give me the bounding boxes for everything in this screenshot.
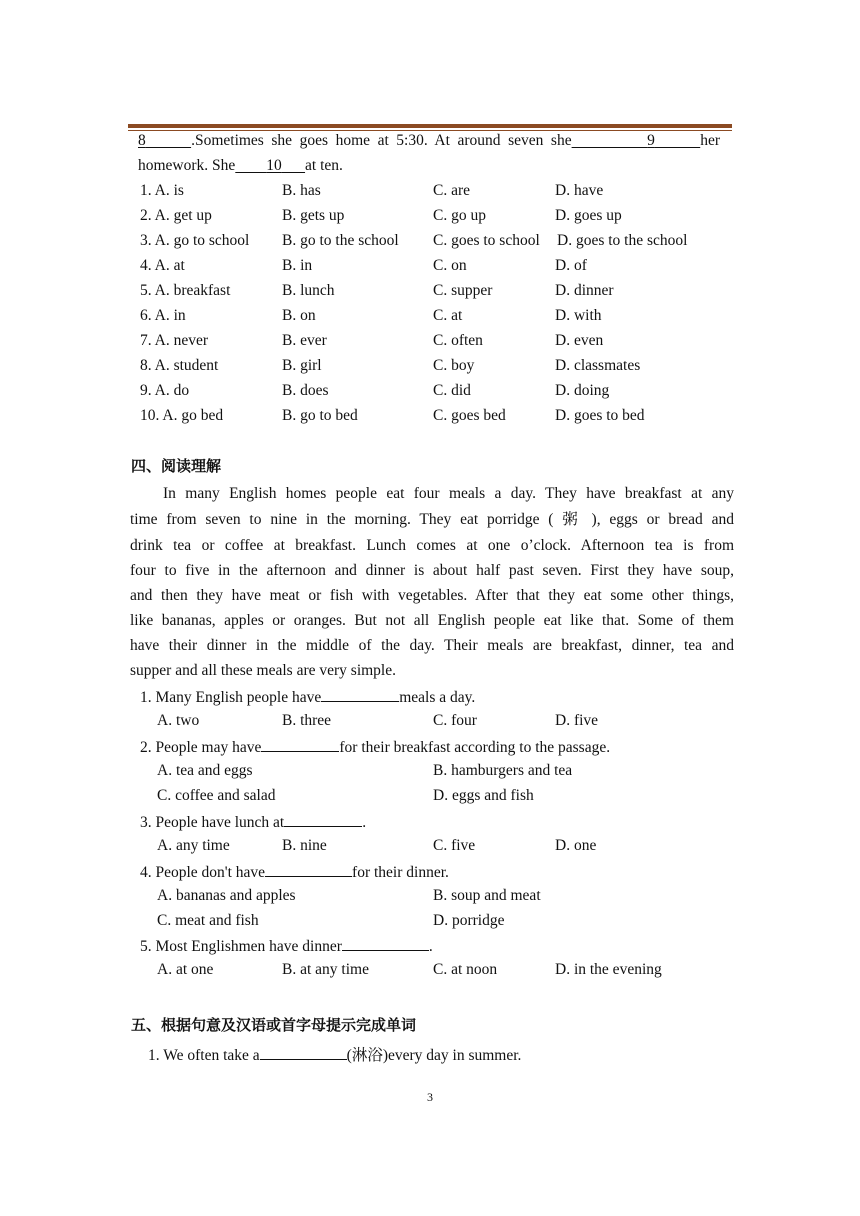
option-b: B. lunch: [282, 282, 335, 299]
option-a: A. two: [157, 712, 200, 729]
option-a: 4. A. at: [140, 257, 185, 274]
option-c: C. supper: [433, 282, 493, 299]
blank-8: 8: [138, 132, 146, 149]
cloze-line-2: homework. She 10 at ten.: [138, 157, 343, 174]
answer-blank[interactable]: [260, 1044, 347, 1060]
option-c: C. did: [433, 382, 471, 399]
answer-blank[interactable]: [321, 686, 399, 702]
option-b: B. girl: [282, 357, 322, 374]
option-d: D. five: [555, 712, 599, 729]
option-d: D. goes up: [555, 207, 622, 224]
option-d: D. have: [555, 182, 604, 199]
question-stem: 2. People may have for their breakfast according to the passage.: [140, 736, 610, 758]
passage-line: drink tea or coffee at breakfast. Lunch comes at one o’clock. Afternoon tea is from: [130, 537, 734, 554]
option-b: B. three: [282, 712, 332, 729]
option-b: B. does: [282, 382, 329, 399]
option-d: D. dinner: [555, 282, 614, 299]
question-stem: 1. We often take a (淋浴)every day in summer.: [148, 1044, 521, 1066]
option-a: A. at one: [157, 961, 214, 978]
section-heading: 五、根据句意及汉语或首字母提示完成单词: [131, 1016, 417, 1034]
option-a: 10. A. go bed: [140, 407, 224, 424]
option-c: C. are: [433, 182, 471, 199]
option-c: C. coffee and salad: [157, 787, 276, 804]
option-b: B. on: [282, 307, 316, 324]
option-c: C. go up: [433, 207, 486, 224]
option-c: C. on: [433, 257, 467, 274]
option-b: B. ever: [282, 332, 327, 349]
question-stem: 1. Many English people have meals a day.: [140, 686, 475, 708]
option-c: C. four: [433, 712, 477, 729]
option-d: D. porridge: [433, 912, 505, 929]
passage-line: like bananas, apples or oranges. But not all English people eat like that. Some of them: [130, 612, 734, 629]
blank-9: 9: [647, 132, 655, 149]
option-b: B. at any time: [282, 961, 369, 978]
option-a: 7. A. never: [140, 332, 209, 349]
passage-line: In many English homes people eat four meals a day. They have breakfast at any: [163, 485, 734, 502]
answer-blank[interactable]: [342, 935, 429, 951]
passage-line: supper and all these meals are very simple.: [130, 662, 396, 679]
option-d: D. in the evening: [555, 961, 662, 978]
option-d: D. one: [555, 837, 597, 854]
header-rule-thick: [128, 124, 732, 128]
passage-line: four to five in the afternoon and dinner is about half past seven. First they have soup,: [130, 562, 734, 579]
blank-10: 10: [266, 157, 282, 174]
option-d: D. classmates: [555, 357, 641, 374]
option-c: C. often: [433, 332, 483, 349]
option-a: 5. A. breakfast: [140, 282, 231, 299]
answer-blank[interactable]: [261, 736, 339, 752]
option-b: B. nine: [282, 837, 327, 854]
answer-blank[interactable]: [284, 811, 362, 827]
option-c: C. boy: [433, 357, 475, 374]
option-a: 1. A. is: [140, 182, 184, 199]
passage-line: and then they have meat or fish with vegetables. After that they eat some other things,: [130, 587, 734, 604]
option-a: 6. A. in: [140, 307, 186, 324]
option-c: C. at: [433, 307, 463, 324]
answer-blank[interactable]: [265, 861, 352, 877]
cloze-text: her: [700, 132, 721, 149]
section-heading: 四、阅读理解: [131, 457, 222, 475]
option-c: C. at noon: [433, 961, 498, 978]
cloze-text: .Sometimes she goes home at 5:30. At around seven she: [191, 132, 572, 149]
option-b: B. has: [282, 182, 321, 199]
option-a: 8. A. student: [140, 357, 219, 374]
option-d: D. of: [555, 257, 587, 274]
question-stem: 4. People don't have for their dinner.: [140, 861, 449, 883]
option-a: A. any time: [157, 837, 230, 854]
option-b: B. in: [282, 257, 313, 274]
option-d: D. even: [555, 332, 604, 349]
question-stem: 3. People have lunch at .: [140, 811, 366, 833]
option-c: C. goes bed: [433, 407, 506, 424]
option-a: 9. A. do: [140, 382, 190, 399]
question-stem: 5. Most Englishmen have dinner .: [140, 935, 433, 957]
option-d: D. doing: [555, 382, 610, 399]
option-d: D. eggs and fish: [433, 787, 534, 804]
option-d: D. goes to the school: [557, 232, 688, 249]
option-d: D. with: [555, 307, 602, 324]
option-c: C. goes to school: [433, 232, 540, 249]
option-b: B. go to bed: [282, 407, 358, 424]
page-number: 3: [427, 1090, 433, 1104]
option-a: A. tea and eggs: [157, 762, 253, 779]
option-b: B. soup and meat: [433, 887, 541, 904]
option-b: B. hamburgers and tea: [433, 762, 573, 779]
option-a: A. bananas and apples: [157, 887, 296, 904]
option-a: 2. A. get up: [140, 207, 212, 224]
passage-line: time from seven to nine in the morning. They eat porridge ( 粥 ), eggs or bread and: [130, 511, 734, 528]
option-c: C. five: [433, 837, 476, 854]
option-c: C. meat and fish: [157, 912, 259, 929]
option-d: D. goes to bed: [555, 407, 645, 424]
cloze-line-1: [138, 131, 720, 151]
passage-line: have their dinner in the middle of the day. Their meals are breakfast, dinner, tea and: [130, 637, 734, 654]
option-a: 3. A. go to school: [140, 232, 250, 249]
option-b: B. go to the school: [282, 232, 399, 249]
option-b: B. gets up: [282, 207, 345, 224]
